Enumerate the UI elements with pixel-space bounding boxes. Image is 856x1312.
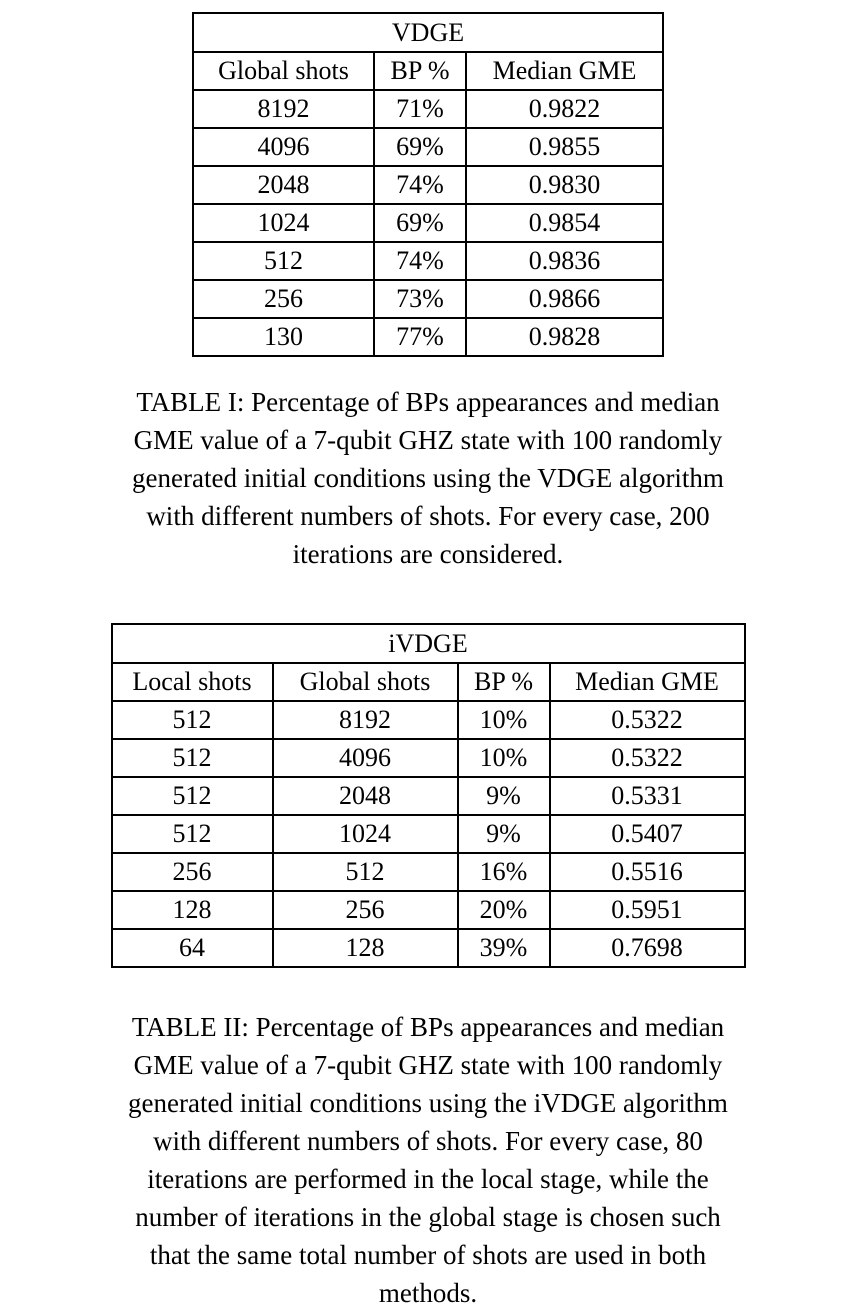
- table-cell: 71%: [374, 90, 466, 128]
- table-cell: 0.9830: [466, 166, 663, 204]
- table-cell: 74%: [374, 166, 466, 204]
- table-cell: 9%: [458, 815, 550, 853]
- table-header-row: [112, 663, 745, 701]
- table-cell: 512: [112, 739, 273, 777]
- table-row: [112, 853, 745, 891]
- table-cell: 0.5951: [550, 891, 745, 929]
- table-cell: 77%: [374, 318, 466, 356]
- table-cell: 8192: [193, 90, 374, 128]
- table2-caption: [13, 1008, 843, 1312]
- table-row: [193, 318, 663, 356]
- table-cell: 512: [112, 777, 273, 815]
- table-header-row: [193, 52, 663, 90]
- table-cell: 1024: [273, 815, 458, 853]
- table-cell: 4096: [193, 128, 374, 166]
- table-cell: 2048: [193, 166, 374, 204]
- vdge-col-header-global-shots: Global shots: [193, 52, 374, 90]
- table-cell: 128: [273, 929, 458, 967]
- table-cell: 0.5331: [550, 777, 745, 815]
- table-row: [112, 739, 745, 777]
- caption-line: that the same total number of shots are used in both: [149, 1240, 707, 1270]
- caption-line: generated initial conditions using the iVDGE algorithm: [128, 1088, 728, 1118]
- ivdge-table: [111, 623, 746, 968]
- table-row: [112, 624, 745, 663]
- table-cell: 0.5322: [550, 701, 745, 739]
- vdge-col-header-median-gme: Median GME: [466, 52, 663, 90]
- caption-line: iterations are considered.: [292, 539, 564, 569]
- caption-line: number of iterations in the global stage is chosen such: [135, 1202, 721, 1232]
- table-cell: 0.9836: [466, 242, 663, 280]
- table-cell: 2048: [273, 777, 458, 815]
- table-row: [193, 128, 663, 166]
- table1-caption: [13, 383, 843, 573]
- table-cell: 0.9866: [466, 280, 663, 318]
- caption-line: TABLE I: Percentage of BPs appearances and median: [136, 387, 720, 417]
- table-cell: 8192: [273, 701, 458, 739]
- table-cell: 20%: [458, 891, 550, 929]
- table-cell: 73%: [374, 280, 466, 318]
- table-row: [112, 891, 745, 929]
- table-cell: 69%: [374, 128, 466, 166]
- vdge-table-title: VDGE: [193, 13, 663, 52]
- table-row: [193, 166, 663, 204]
- table-cell: 130: [193, 318, 374, 356]
- table-cell: 10%: [458, 701, 550, 739]
- table-cell: 0.5322: [550, 739, 745, 777]
- table-cell: 64: [112, 929, 273, 967]
- ivdge-col-header-global-shots: Global shots: [273, 663, 458, 701]
- table-cell: 0.9854: [466, 204, 663, 242]
- caption-line: iterations are performed in the local stage, while the: [147, 1164, 709, 1194]
- caption-line: with different numbers of shots. For every case, 80: [153, 1126, 703, 1156]
- table-row: [193, 204, 663, 242]
- caption-line: GME value of a 7-qubit GHZ state with 100 randomly: [133, 425, 723, 455]
- table-cell: 512: [273, 853, 458, 891]
- ivdge-col-header-median-gme: Median GME: [550, 663, 745, 701]
- vdge-col-header-bp-percent: BP %: [374, 52, 466, 90]
- table-cell: 256: [193, 280, 374, 318]
- ivdge-col-header-local-shots: Local shots: [112, 663, 273, 701]
- table-cell: 512: [112, 815, 273, 853]
- table-cell: 0.5516: [550, 853, 745, 891]
- table-cell: 512: [112, 701, 273, 739]
- table-cell: 16%: [458, 853, 550, 891]
- table-row: [193, 242, 663, 280]
- ivdge-table-title: iVDGE: [112, 624, 745, 663]
- table-cell: 256: [273, 891, 458, 929]
- table-cell: 10%: [458, 739, 550, 777]
- table-row: [112, 815, 745, 853]
- caption-line: methods.: [378, 1278, 478, 1308]
- table-cell: 69%: [374, 204, 466, 242]
- caption-line: TABLE II: Percentage of BPs appearances and median: [131, 1012, 725, 1042]
- ivdge-col-header-bp-percent: BP %: [458, 663, 550, 701]
- table-cell: 1024: [193, 204, 374, 242]
- table-cell: 0.5407: [550, 815, 745, 853]
- table-row: [112, 701, 745, 739]
- table-cell: 0.9855: [466, 128, 663, 166]
- caption-line: with different numbers of shots. For every case, 200: [146, 501, 710, 531]
- table-cell: 0.9822: [466, 90, 663, 128]
- table-cell: 4096: [273, 739, 458, 777]
- table-row: [112, 929, 745, 967]
- table-cell: 9%: [458, 777, 550, 815]
- table-row: [193, 280, 663, 318]
- table-cell: 0.9828: [466, 318, 663, 356]
- table-cell: 512: [193, 242, 374, 280]
- table-cell: 128: [112, 891, 273, 929]
- table-row: [193, 13, 663, 52]
- table-row: [112, 777, 745, 815]
- table-row: [193, 90, 663, 128]
- caption-line: GME value of a 7-qubit GHZ state with 100 randomly: [133, 1050, 723, 1080]
- table-cell: 256: [112, 853, 273, 891]
- table-cell: 0.7698: [550, 929, 745, 967]
- caption-line: generated initial conditions using the VDGE algorithm: [132, 463, 724, 493]
- table-cell: 39%: [458, 929, 550, 967]
- vdge-table: [192, 12, 664, 357]
- table-cell: 74%: [374, 242, 466, 280]
